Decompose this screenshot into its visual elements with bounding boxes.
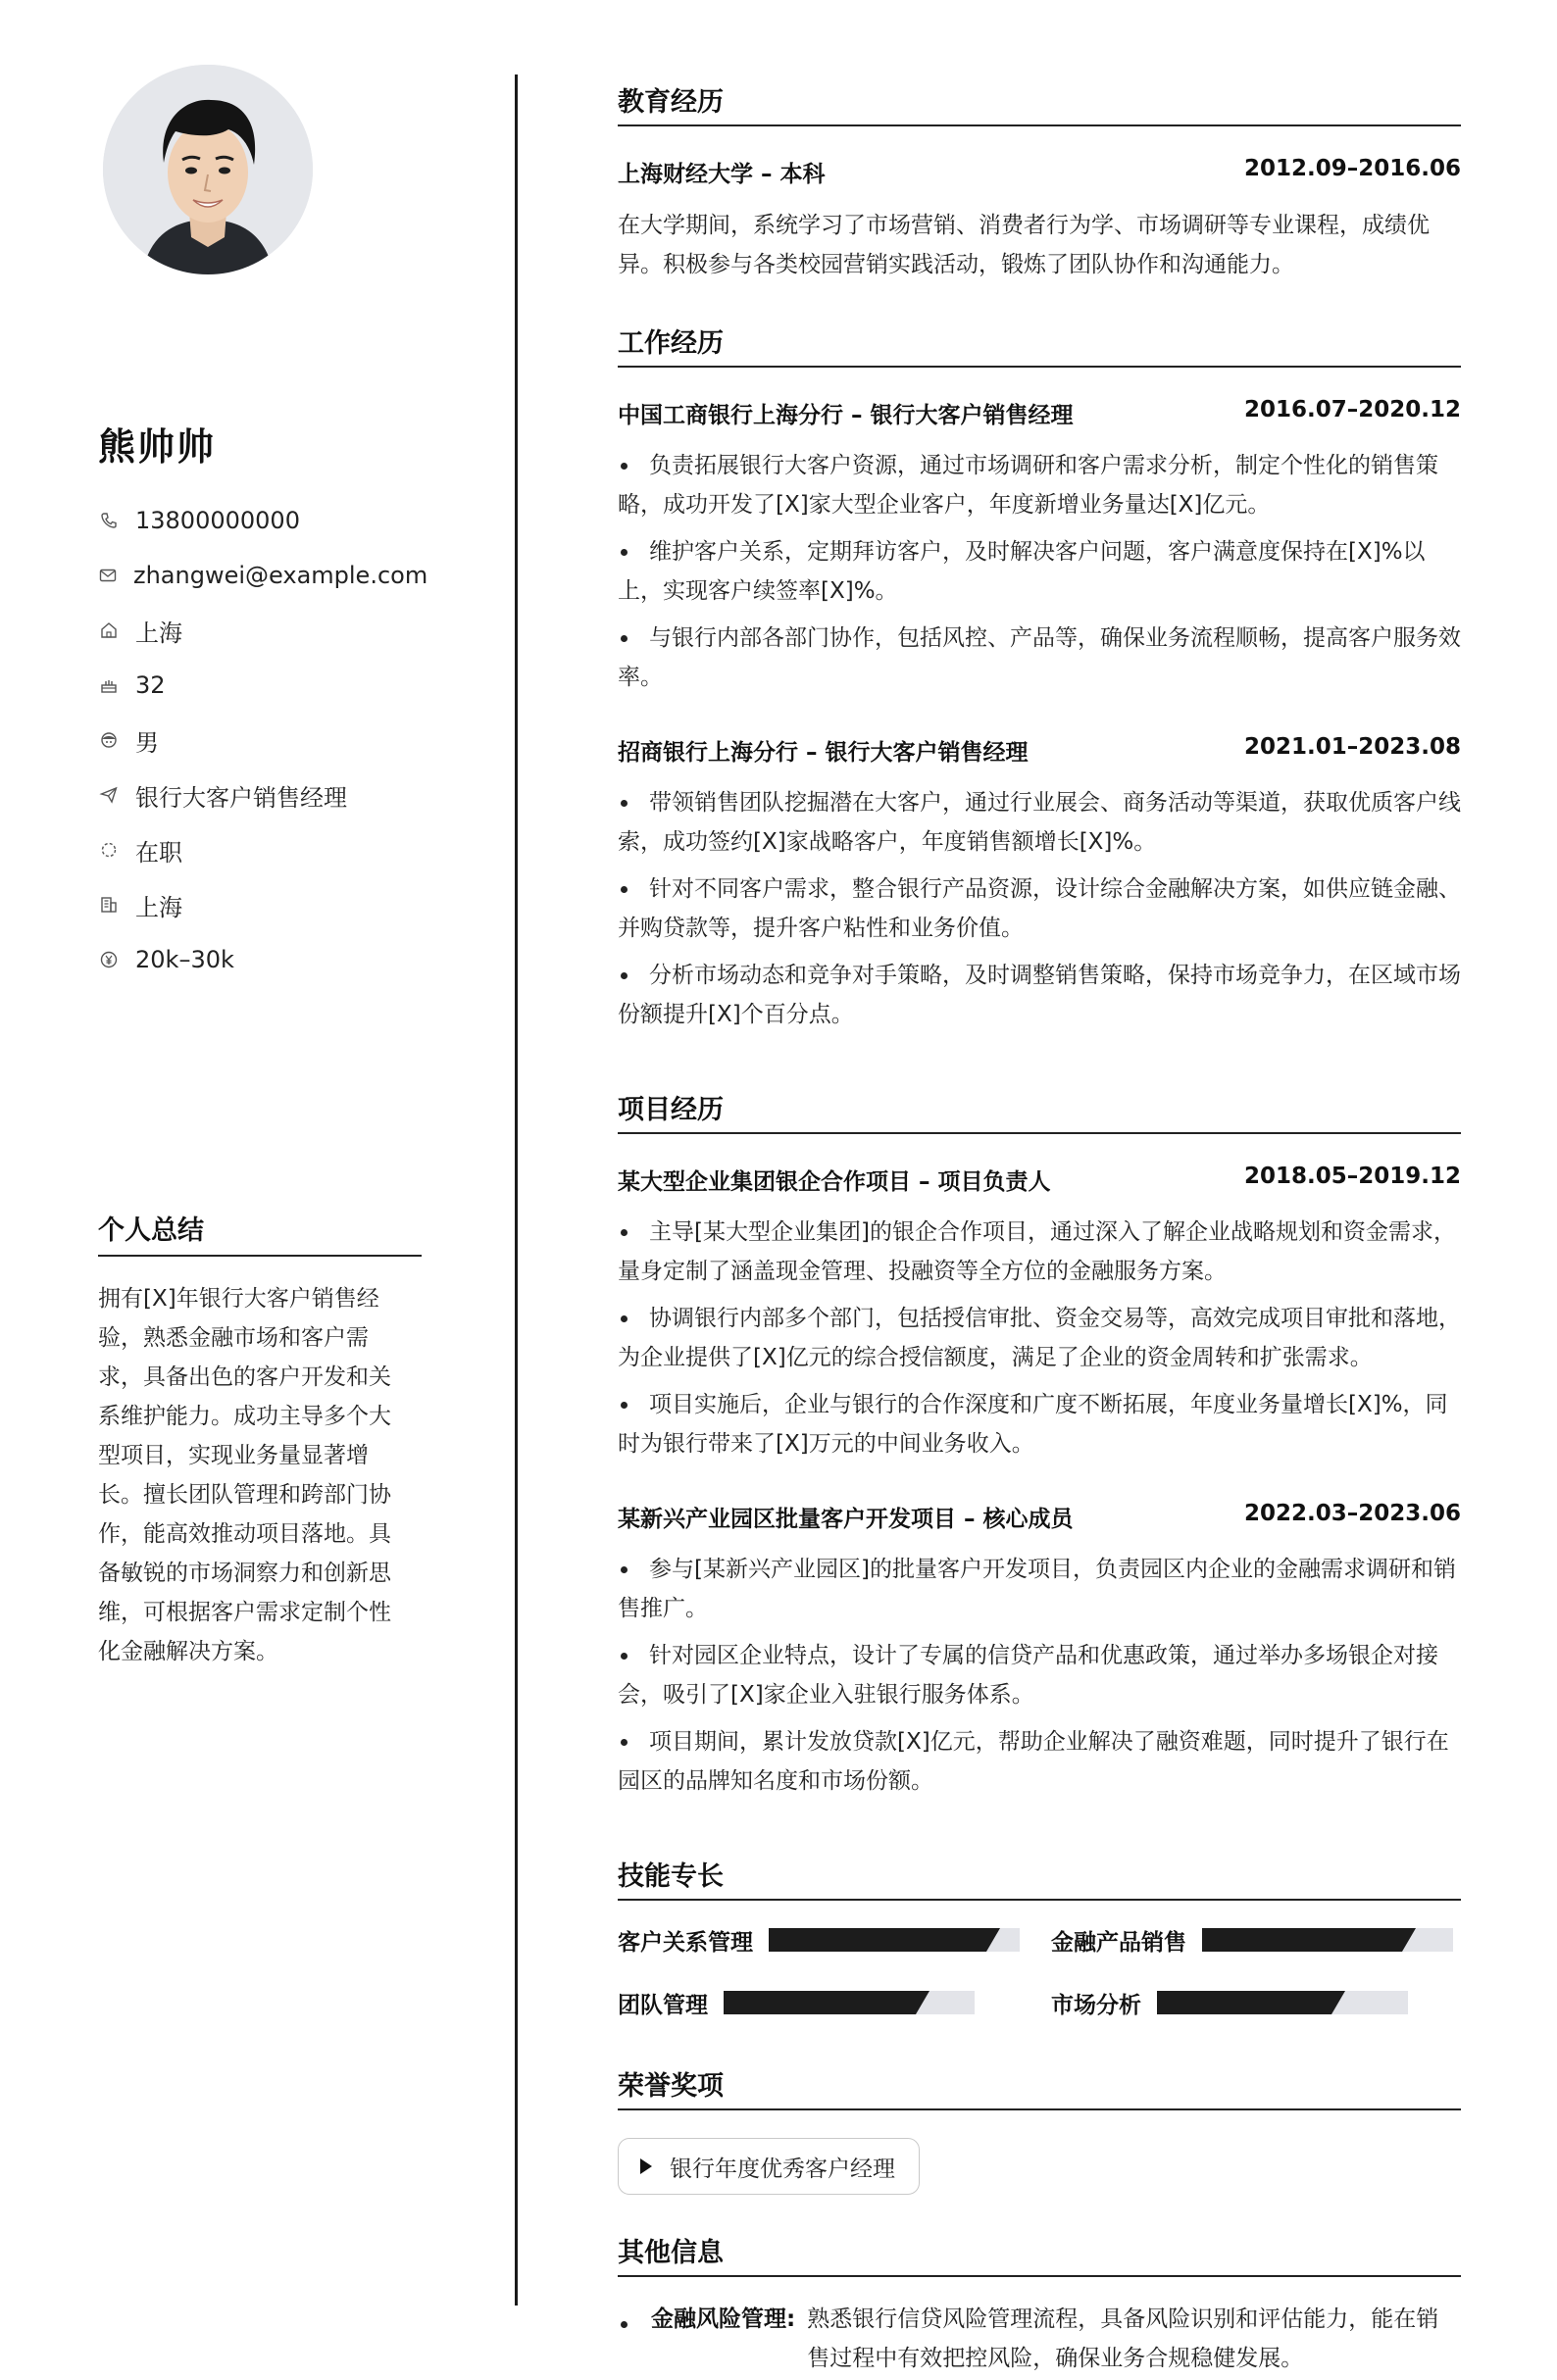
- skill-label: 团队管理: [618, 1992, 708, 2018]
- list-item: 维护客户关系，定期拜访客户，及时解决客户问题，客户满意度保持在[X]%以上，实现客户续签率[X]%。: [618, 532, 1461, 611]
- skills-heading: 技能专长: [618, 1855, 1461, 1901]
- work-heading: 工作经历: [618, 322, 1461, 368]
- skill-item: [1051, 1923, 1453, 1957]
- project-bullet-list: [618, 1550, 1461, 1809]
- list-item: 与银行内部各部门协作，包括风控、产品等，确保业务流程顺畅，提高客户服务效率。: [618, 619, 1461, 697]
- play-triangle-icon: [640, 2158, 652, 2174]
- yuan-icon: [98, 949, 120, 970]
- info-age: [98, 658, 422, 713]
- projects-heading: 项目经历: [618, 1088, 1461, 1134]
- list-item: 负责拓展银行大客户资源，通过市场调研和客户需求分析，制定个性化的销售策略，成功开发了[X]家大型企业客户，年度新增业务量达[X]亿元。: [618, 446, 1461, 524]
- skill-label: 市场分析: [1051, 1992, 1141, 2018]
- project-title: 某新兴产业园区批量客户开发项目 – 核心成员: [618, 1507, 1074, 1532]
- phone-icon: [98, 510, 120, 531]
- skill-fill: [724, 1991, 916, 2014]
- list-item: 协调银行内部多个部门，包括授信审批、资金交易等，高效完成项目审批和落地，为企业提供了[X]亿元的综合授信额度，满足了企业的资金周转和扩张需求。: [618, 1299, 1461, 1377]
- project-header: [618, 1501, 1461, 1533]
- job-header: [618, 397, 1461, 429]
- education-school: 上海财经大学 – 本科: [618, 162, 826, 187]
- info-gender: [98, 713, 422, 768]
- info-status: [98, 822, 422, 877]
- job-date: 2016.07–2020.12: [1243, 397, 1461, 422]
- skill-item: [1051, 1986, 1408, 2019]
- age-text: 32: [135, 671, 166, 699]
- list-item: 针对不同客户需求，整合银行产品资源，设计综合金融解决方案，如供应链金融、并购贷款等，提升客户粘性和业务价值。: [618, 869, 1461, 948]
- column-divider: [515, 74, 518, 2306]
- target-city-text: 上海: [135, 893, 182, 921]
- avatar: [103, 65, 313, 274]
- skill-fill: [1157, 1991, 1331, 2014]
- project-date: 2018.05–2019.12: [1243, 1164, 1461, 1189]
- info-phone: [98, 493, 422, 548]
- skill-fill: [769, 1928, 986, 1952]
- project-bullet-list: [618, 1213, 1461, 1471]
- building-icon: [98, 894, 120, 916]
- other-info-key: 金融风险管理:: [651, 2306, 796, 2332]
- skill-fill: [1202, 1928, 1402, 1952]
- job-title: 中国工商银行上海分行 – 银行大客户销售经理: [618, 403, 1074, 428]
- skill-bar: [1202, 1928, 1453, 1952]
- project-title: 某大型企业集团银企合作项目 – 项目负责人: [618, 1169, 1051, 1195]
- education-entry-header: [618, 156, 1461, 188]
- job-title-text: 银行大客户销售经理: [135, 783, 347, 812]
- list-item: 项目期间，累计发放贷款[X]亿元，帮助企业解决了融资难题，同时提升了银行在园区的品牌知名度和市场份额。: [618, 1722, 1461, 1801]
- info-salary: [98, 932, 422, 987]
- awards-heading: 荣誉奖项: [618, 2064, 1461, 2110]
- status-icon: [98, 839, 120, 861]
- home-icon: [98, 620, 120, 641]
- list-item: [618, 2300, 1461, 2378]
- status-text: 在职: [135, 838, 182, 867]
- list-item: 带领销售团队挖掘潜在大客户，通过行业展会、商务活动等渠道，获取优质客户线索，成功签约[X]家战略客户，年度销售额增长[X]%。: [618, 783, 1461, 862]
- skill-label: 金融产品销售: [1051, 1929, 1186, 1956]
- skill-bar: [724, 1991, 975, 2014]
- job-header: [618, 734, 1461, 767]
- award-label: 银行年度优秀客户经理: [670, 2156, 895, 2182]
- list-item: 针对园区企业特点，设计了专属的信贷产品和优惠政策，通过举办多场银企对接会，吸引了[X]家企业入驻银行服务体系。: [618, 1636, 1461, 1714]
- other-info-list: [618, 2300, 1461, 2378]
- project-header: [618, 1164, 1461, 1196]
- info-job-title: [98, 768, 422, 822]
- contact-info-list: [98, 493, 428, 987]
- project-date: 2022.03–2023.06: [1243, 1501, 1461, 1526]
- summary-heading: 个人总结: [98, 1209, 422, 1257]
- list-item: 主导[某大型企业集团]的银企合作项目，通过深入了解企业战略规划和资金需求，量身定制了涵盖现金管理、投融资等全方位的金融服务方案。: [618, 1213, 1461, 1291]
- job-bullet-list: [618, 783, 1461, 1042]
- education-date: 2012.09–2016.06: [1243, 156, 1461, 181]
- mail-icon: [98, 565, 118, 586]
- bullet-dot: [621, 2321, 628, 2328]
- job-title: 招商银行上海分行 – 银行大客户销售经理: [618, 740, 1029, 766]
- gender-text: 男: [135, 728, 159, 757]
- cake-icon: [98, 674, 120, 696]
- education-description: 在大学期间，系统学习了市场营销、消费者行为学、市场调研等专业课程，成绩优异。积极参与各类校园营销实践活动，锻炼了团队协作和沟通能力。: [618, 213, 1430, 277]
- job-bullet-list: [618, 446, 1461, 705]
- avatar-portrait: [103, 65, 313, 274]
- info-target-city: [98, 877, 422, 932]
- info-location: [98, 603, 422, 658]
- other-info-text: 熟悉银行信贷风险管理流程，具备风险识别和评估能力，能在销售过程中有效把控风险，确保业务合规稳健发展。: [807, 2306, 1439, 2371]
- candidate-name: 熊帅帅: [98, 425, 217, 469]
- list-item: 分析市场动态和竞争对手策略，及时调整销售策略，保持市场竞争力，在区域市场份额提升[X]个百分点。: [618, 956, 1461, 1034]
- info-email: [98, 548, 428, 603]
- education-heading: 教育经历: [618, 80, 1461, 126]
- other-heading: 其他信息: [618, 2231, 1461, 2277]
- location-text: 上海: [135, 619, 182, 647]
- skill-label: 客户关系管理: [618, 1929, 753, 1956]
- skill-bar: [769, 1928, 1020, 1952]
- skill-item: [618, 1986, 975, 2019]
- skill-item: [618, 1923, 1020, 1957]
- skill-bar: [1157, 1991, 1408, 2014]
- award-tag: [618, 2138, 920, 2195]
- salary-text: 20k–30k: [135, 946, 234, 973]
- list-item: 参与[某新兴产业园区]的批量客户开发项目，负责园区内企业的金融需求调研和销售推广。: [618, 1550, 1461, 1628]
- summary-text: 拥有[X]年银行大客户销售经验，熟悉金融市场和客户需求，具备出色的客户开发和关系维护能力。成功主导多个大型项目，实现业务量显著增长。擅长团队管理和跨部门协作，能高效推动项目落地。具备敏锐的市场洞察力和创新思维，可根据客户需求定制个性化金融解决方案。: [98, 1286, 391, 1664]
- gender-icon: [98, 729, 120, 751]
- phone-number: 13800000000: [135, 507, 300, 534]
- list-item: 项目实施后，企业与银行的合作深度和广度不断拓展，年度业务量增长[X]%，同时为银行带来了[X]万元的中间业务收入。: [618, 1385, 1461, 1463]
- email-address: zhangwei@example.com: [133, 562, 428, 589]
- send-icon: [98, 784, 120, 806]
- job-date: 2021.01–2023.08: [1243, 734, 1461, 760]
